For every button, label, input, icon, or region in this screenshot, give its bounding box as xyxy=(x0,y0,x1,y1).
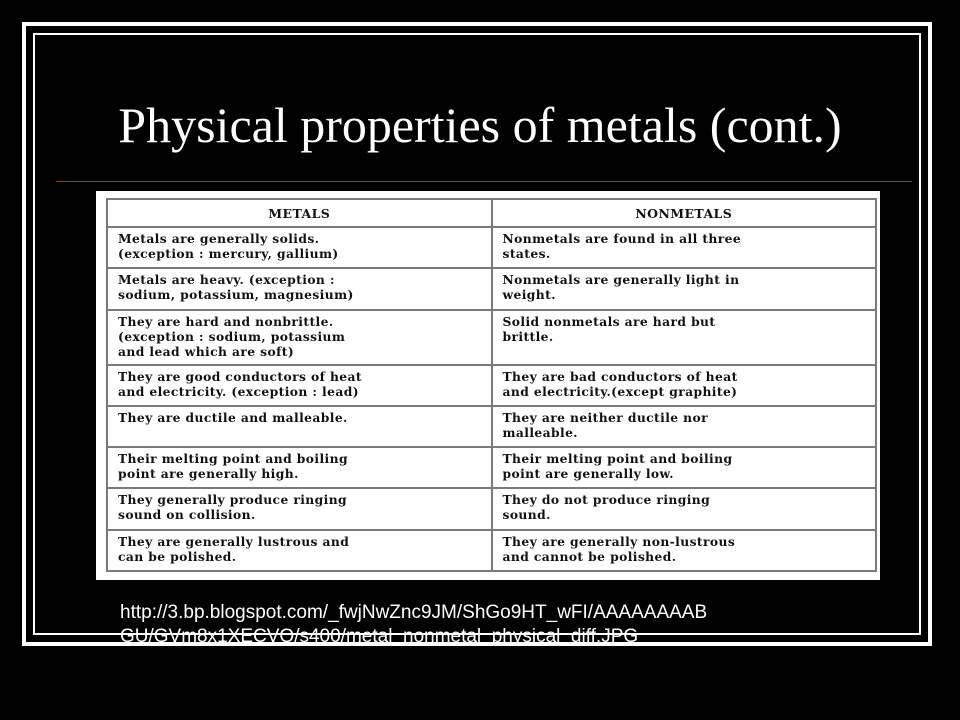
table-row xyxy=(107,488,876,529)
nonmetals-cell xyxy=(492,310,877,365)
nonmetals-cell-line: They are neither ductile nor xyxy=(502,409,709,425)
metals-cell-line: They are good conductors of heat xyxy=(118,368,362,384)
nonmetals-cell-line: They are generally non-lustrous xyxy=(502,533,736,549)
nonmetals-cell xyxy=(492,227,877,268)
table-row xyxy=(107,530,876,571)
nonmetals-cell xyxy=(492,530,877,571)
nonmetals-cell xyxy=(492,447,877,488)
table-row xyxy=(107,406,876,447)
nonmetals-cell-line: brittle. xyxy=(502,328,554,344)
metals-cell-line: Metals are heavy. (exception : xyxy=(118,272,335,288)
nonmetals-cell xyxy=(492,365,877,406)
nonmetals-cell-line: and electricity.(except graphite) xyxy=(502,383,738,399)
slide-title: Physical properties of metals (cont.) xyxy=(118,97,842,153)
metals-cell-line: They are generally lustrous and xyxy=(118,533,350,549)
nonmetals-cell-line: Nonmetals are generally light in xyxy=(502,272,740,288)
table-row xyxy=(107,227,876,268)
metals-cell-line: (exception : mercury, gallium) xyxy=(118,246,339,261)
metals-cell-line: sound on collision. xyxy=(118,507,256,523)
metals-cell xyxy=(107,227,492,268)
nonmetals-cell-line: sound. xyxy=(502,507,551,523)
metals-cell-line: They generally produce ringing xyxy=(118,492,348,508)
metals-cell xyxy=(107,447,492,488)
header-metals: METALS xyxy=(107,199,492,227)
nonmetals-cell xyxy=(492,406,877,447)
metals-cell-line: point are generally high. xyxy=(118,466,299,482)
metals-cell xyxy=(107,268,492,309)
nonmetals-cell xyxy=(492,488,877,529)
metals-cell-line: Metals are generally solids. xyxy=(118,231,320,246)
table-body xyxy=(107,227,876,571)
source-url-line-1: http://3.bp.blogspot.com/_fwjNwZnc9JM/ShGo9HT_wFI/AAAAAAAAB xyxy=(120,602,708,623)
source-url-line-2: GU/GVm8x1XECVQ/s400/metal_nonmetal_physical_diff.JPG xyxy=(120,626,639,647)
metals-cell xyxy=(107,365,492,406)
metals-cell xyxy=(107,488,492,529)
metals-cell-line: Their melting point and boiling xyxy=(118,451,348,467)
nonmetals-cell-line: and cannot be polished. xyxy=(502,548,677,564)
metals-cell-line: They are ductile and malleable. xyxy=(118,409,348,425)
title-divider xyxy=(56,181,912,182)
metals-nonmetals-table xyxy=(106,198,877,572)
nonmetals-cell xyxy=(492,268,877,309)
metals-cell xyxy=(107,310,492,365)
metals-cell-line: sodium, potassium, magnesium) xyxy=(118,287,354,303)
metals-cell-line: and electricity. (exception : lead) xyxy=(118,383,359,399)
comparison-table-image xyxy=(96,191,880,580)
table-row xyxy=(107,310,876,365)
header-nonmetals: NONMETALS xyxy=(492,199,877,227)
nonmetals-cell-line: They are bad conductors of heat xyxy=(502,368,738,384)
table-row xyxy=(107,268,876,309)
nonmetals-cell-line: Their melting point and boiling xyxy=(502,451,733,467)
nonmetals-cell-line: states. xyxy=(502,246,551,261)
nonmetals-cell-line: point are generally low. xyxy=(502,466,674,482)
nonmetals-cell-line: weight. xyxy=(502,287,556,303)
table-row xyxy=(107,365,876,406)
metals-cell-line: (exception : sodium, potassium xyxy=(118,328,346,344)
source-url xyxy=(120,601,880,649)
metals-cell-line: They are hard and nonbrittle. xyxy=(118,313,334,329)
metals-cell-line: and lead which are soft) xyxy=(118,343,295,359)
table-row xyxy=(107,447,876,488)
nonmetals-cell-line: Solid nonmetals are hard but xyxy=(502,313,716,329)
table-header-row xyxy=(107,199,876,227)
nonmetals-cell-line: Nonmetals are found in all three xyxy=(502,231,742,246)
nonmetals-cell-line: They do not produce ringing xyxy=(502,492,711,508)
nonmetals-cell-line: malleable. xyxy=(502,424,578,440)
metals-cell-line: can be polished. xyxy=(118,548,237,564)
metals-cell xyxy=(107,406,492,447)
metals-cell xyxy=(107,530,492,571)
